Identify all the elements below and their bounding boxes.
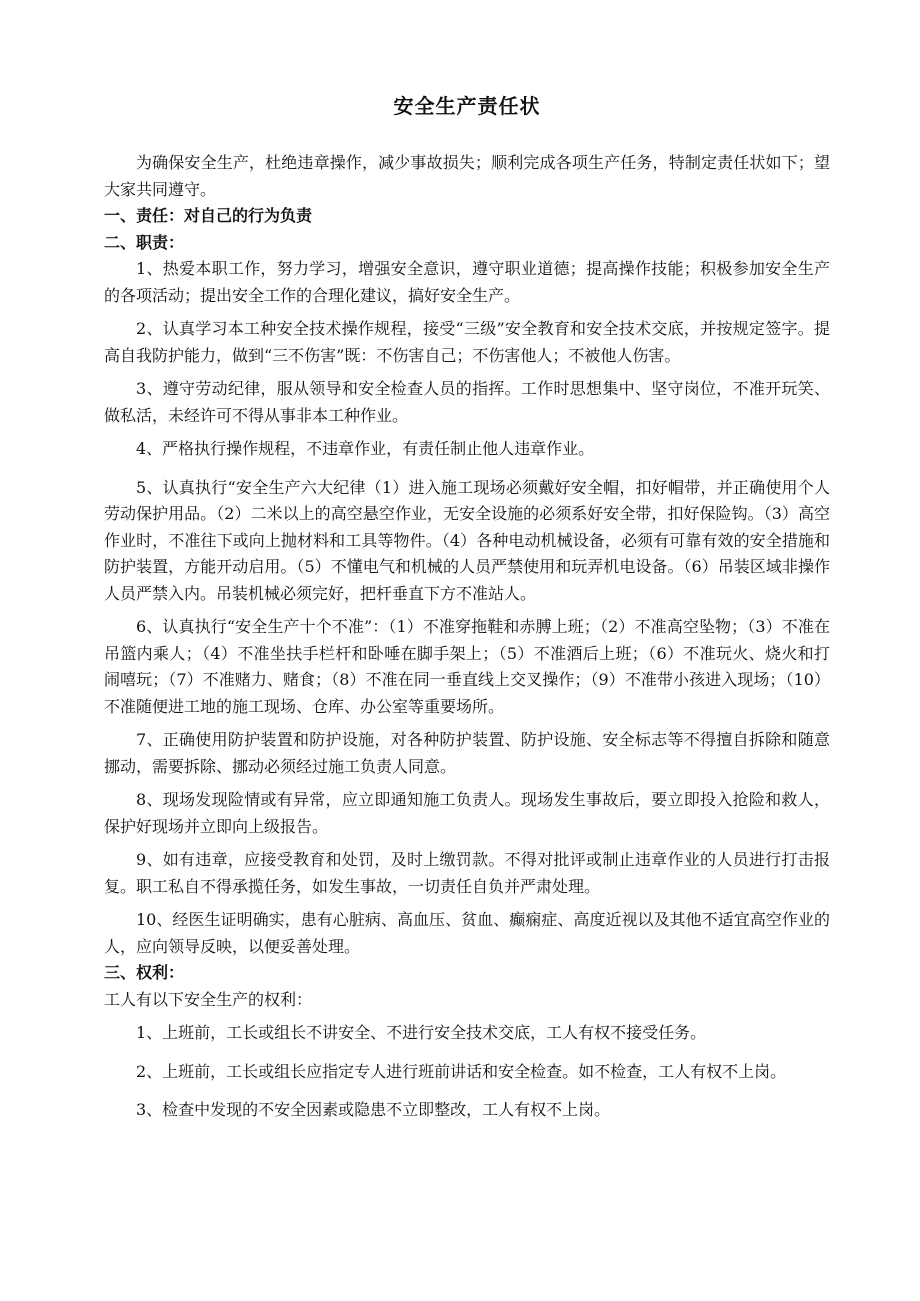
duty-item-10: 10、经医生证明确实，患有心脏病、高血压、贫血、癫痫症、高度近视以及其他不适宜高空作业的人，应向领导反映，以便妥善处理。 bbox=[104, 910, 830, 956]
rights-intro: 工人有以下安全生产的权利： bbox=[104, 989, 313, 1009]
document-title: 安全生产责任状 bbox=[393, 94, 541, 118]
document-body bbox=[104, 150, 830, 1124]
rights-item-2: 2、上班前，工长或组长应指定专人进行班前讲话和安全检查。如不检查，工人有权不上岗。 bbox=[136, 1061, 787, 1081]
section-heading-responsibility: 一、责任：对自己的行为负责 bbox=[104, 206, 313, 225]
intro-paragraph: 为确保安全生产，杜绝违章操作，减少事故损失；顺利完成各项生产任务，特制定责任状如下；望大家共同遵守。 bbox=[104, 153, 830, 199]
duty-item-3: 3、遵守劳动纪律，服从领导和安全检查人员的指挥。工作时思想集中、坚守岗位，不准开玩笑、做私活，未经许可不得从事非本工种作业。 bbox=[104, 379, 830, 425]
duty-item-4: 4、严格执行操作规程，不违章作业，有责任制止他人违章作业。 bbox=[136, 439, 595, 458]
document-page bbox=[104, 0, 830, 1124]
duty-item-9: 9、如有违章，应接受教育和处罚，及时上缴罚款。不得对批评或制止违章作业的人员进行打击报复。职工私自不得承揽任务，如发生事故，一切责任自负并严肃处理。 bbox=[104, 850, 830, 896]
duty-item-6: 6、认真执行“安全生产十个不准”：（1）不准穿拖鞋和赤膊上班；（2）不准高空坠物；（3）不准在吊篮内乘人；（4）不准坐扶手栏杆和卧唾在脚手架上；（5）不准酒后上班；（6）不准玩火、烧火和打闹嘻玩；（7）不准赌力、赌食；（8）不准在同一垂直线上交叉操作；（9）不准带小孩进入现场；（10）不准随便进工地的施工现场、仓库、办公室等重要场所。 bbox=[104, 617, 830, 716]
duty-item-1: 1、热爱本职工作，努力学习，增强安全意识，遵守职业道德；提高操作技能；积极参加安全生产的各项活动；提出安全工作的合理化建议，搞好安全生产。 bbox=[104, 259, 830, 305]
duty-item-8: 8、现场发现险情或有异常，应立即通知施工负责人。现场发生事故后，要立即投入抢险和救人，保护好现场并立即向上级报告。 bbox=[104, 790, 830, 836]
section-heading-rights: 三、权利： bbox=[104, 963, 185, 982]
duty-item-2: 2、认真学习本工种安全技术操作规程，接受“三级”安全教育和安全技术交底，并按规定签字。提高自我防护能力，做到“三不伤害”既：不伤害自己；不伤害他人；不被他人伤害。 bbox=[104, 319, 830, 365]
section-heading-duties: 二、职责： bbox=[104, 232, 185, 252]
rights-item-3: 3、检查中发现的不安全因素或隐患不立即整改，工人有权不上岗。 bbox=[136, 1100, 611, 1119]
rights-item-1: 1、上班前，工长或组长不讲安全、不进行安全技术交底，工人有权不接受任务。 bbox=[136, 1023, 707, 1042]
duty-item-5: 5、认真执行“安全生产六大纪律（1）进入施工现场必须戴好安全帽，扣好帽带，并正确使用个人劳动保护用品。（2）二米以上的高空悬空作业，无安全设施的必须系好安全带，扣好保险钩。（3）高空作业时，不准往下或向上抛材料和工具等物件。（4）各种电动机械设备，必须有可靠有效的安全措施和防护装置，方能开动启用。（5）不懂电气和机械的人员严禁使用和玩弄机电设备。（6）吊装区域非操作人员严禁入内。吊装机械必须完好，把杆垂直下方不准站人。 bbox=[104, 477, 830, 603]
duty-item-7: 7、正确使用防护装置和防护设施，对各种防护装置、防护设施、安全标志等不得擅自拆除和随意挪动，需要拆除、挪动必须经过施工负责人同意。 bbox=[104, 730, 830, 776]
